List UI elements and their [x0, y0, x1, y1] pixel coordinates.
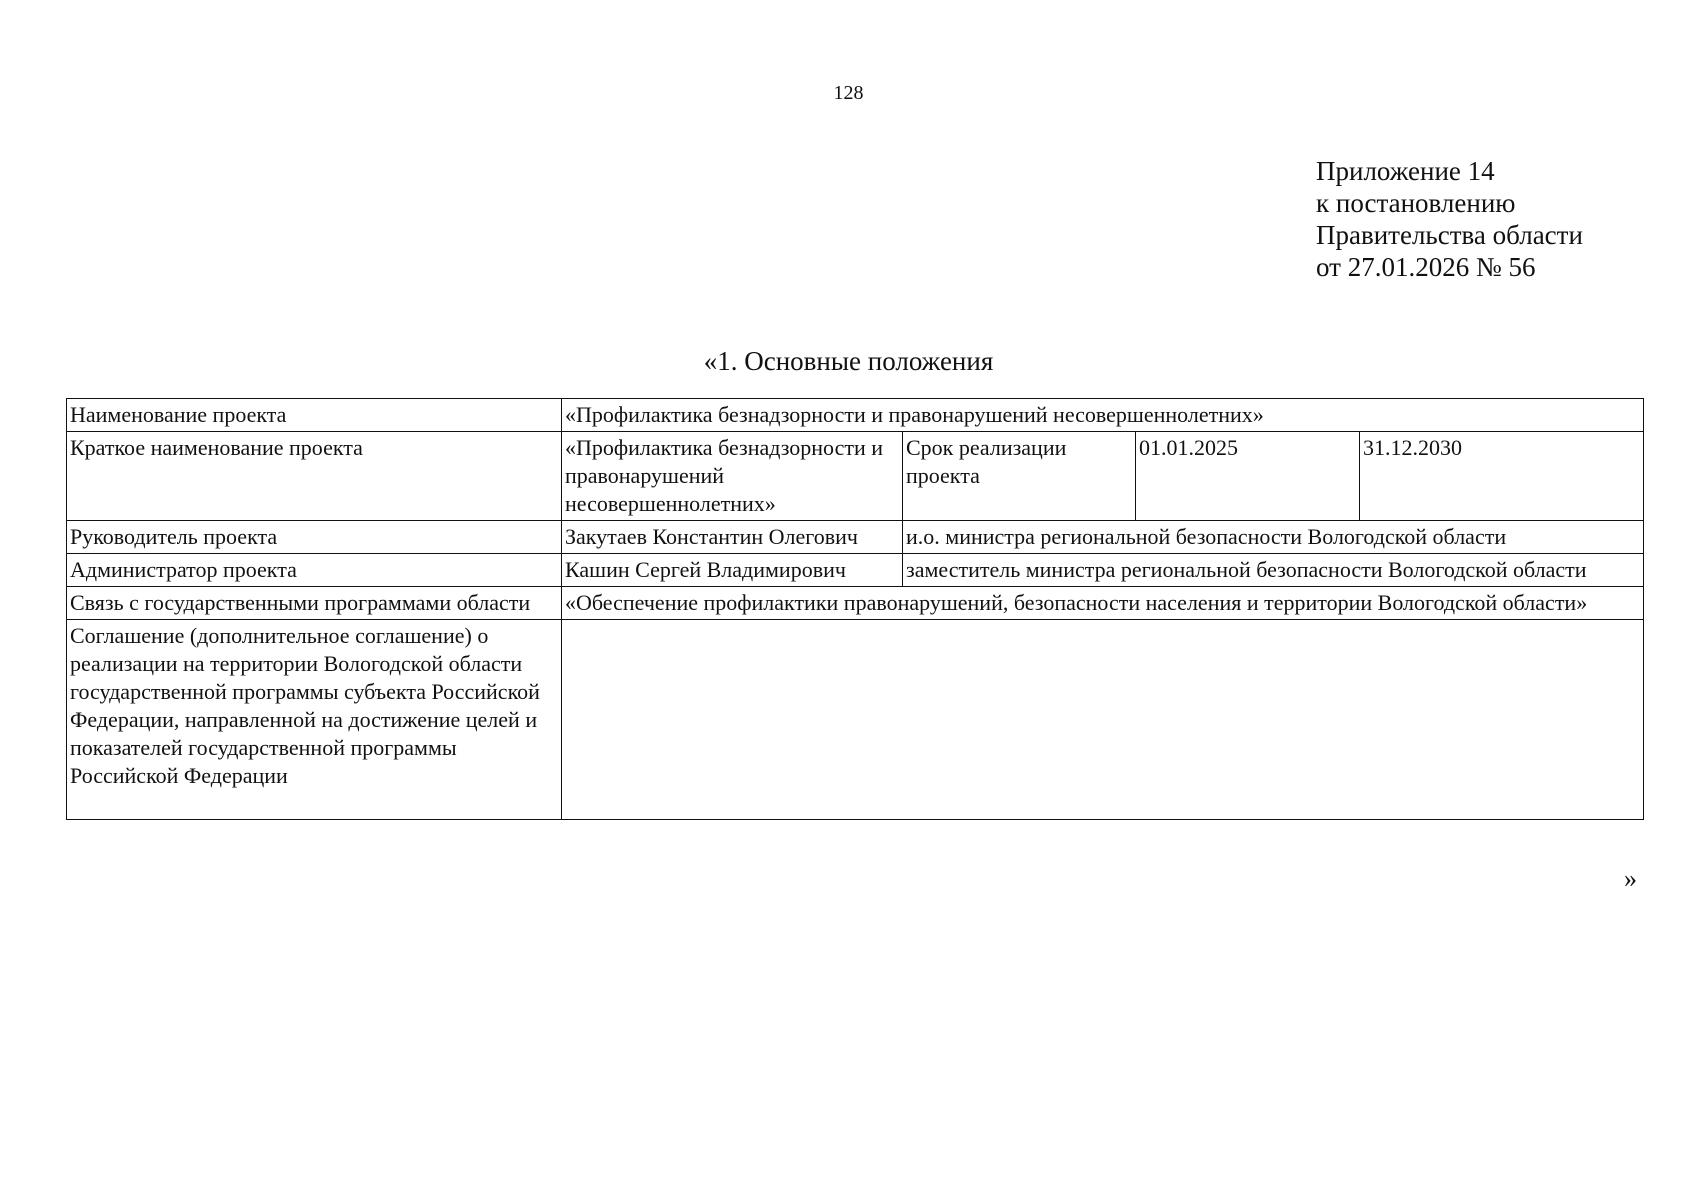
project-info-table — [66, 398, 1644, 820]
table-row — [67, 432, 1644, 521]
project-admin-name: Кашин Сергей Владимирович — [562, 554, 903, 587]
project-admin-position: заместитель министра региональной безопасности Вологодской области — [903, 554, 1644, 587]
table-row — [67, 587, 1644, 620]
end-date: 31.12.2030 — [1360, 432, 1644, 521]
project-leader-label: Руководитель проекта — [67, 521, 562, 554]
appendix-block — [1316, 155, 1583, 283]
page-number: 128 — [833, 82, 864, 104]
project-leader-name: Закутаев Константин Олегович — [562, 521, 903, 554]
agreement-label: Соглашение (дополнительное соглашение) о реализации на территории Вологодской области государственной программы субъекта Российской Федерации, направленной на достижение целей и показателей государственной программы Российской Федерации — [67, 620, 562, 820]
appendix-line-1: Приложение 14 — [1316, 156, 1495, 186]
short-name-value: «Профилактика безнадзорности и правонарушений несовершеннолетних» — [562, 432, 903, 521]
section-title: «1. Основные положения — [703, 346, 994, 376]
appendix-line-3: Правительства области — [1316, 220, 1583, 250]
start-date: 01.01.2025 — [1136, 432, 1360, 521]
appendix-line-2: к постановлению — [1316, 188, 1516, 218]
table-row — [67, 399, 1644, 432]
table-row — [67, 620, 1644, 820]
period-label: Срок реализации проекта — [903, 432, 1136, 521]
closing-quote: » — [1624, 864, 1637, 893]
table-row — [67, 554, 1644, 587]
appendix-line-4: от 27.01.2026 № 56 — [1316, 252, 1536, 282]
state-programs-value: «Обеспечение профилактики правонарушений, безопасности населения и территории Вологодской области» — [562, 587, 1644, 620]
project-leader-position: и.о. министра региональной безопасности Вологодской области — [903, 521, 1644, 554]
project-name-label: Наименование проекта — [67, 399, 562, 432]
short-name-label: Краткое наименование проекта — [67, 432, 562, 521]
table-row — [67, 521, 1644, 554]
agreement-value — [562, 620, 1644, 820]
project-admin-label: Администратор проекта — [67, 554, 562, 587]
project-name-value: «Профилактика безнадзорности и правонарушений несовершеннолетних» — [562, 399, 1644, 432]
state-programs-label: Связь с государственными программами области — [67, 587, 562, 620]
